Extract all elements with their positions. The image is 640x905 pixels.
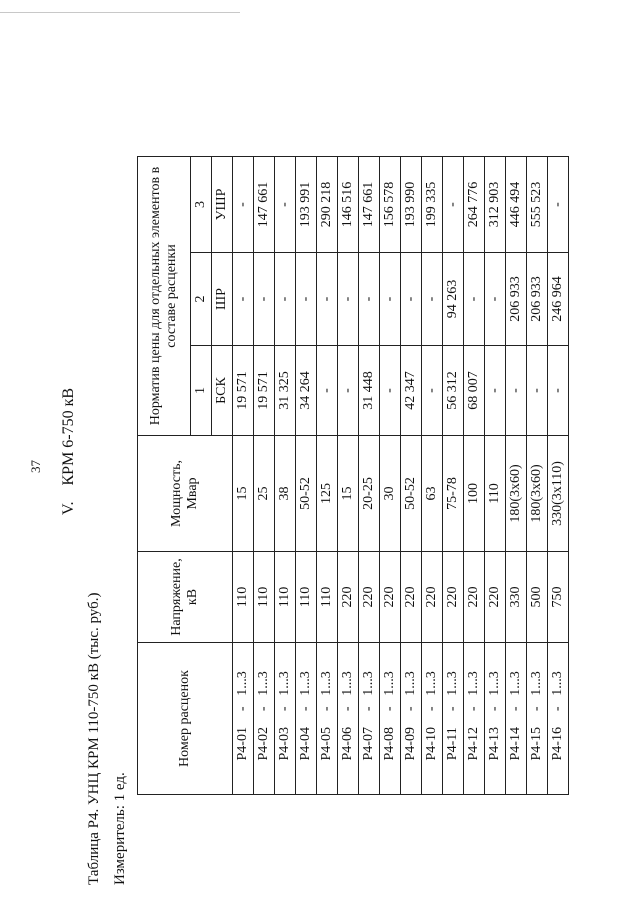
code-dash: -	[403, 706, 418, 712]
shr-cell: 206 933	[527, 253, 548, 346]
code-cell	[548, 643, 569, 795]
code-dash: -	[529, 706, 544, 712]
ushr-cell: 156 578	[380, 157, 401, 253]
voltage-cell: 110	[233, 552, 254, 643]
ushr-cell: 264 776	[464, 157, 485, 253]
code-to: 1...3	[340, 671, 355, 696]
code-from: Р4-03	[277, 727, 292, 761]
header-power-line2: Мвар	[185, 477, 200, 510]
voltage-cell: 220	[485, 552, 506, 643]
code-to: 1...3	[487, 671, 502, 696]
bsk-cell: 42 347	[401, 346, 422, 436]
shr-cell: -	[233, 253, 254, 346]
code-dash: -	[424, 706, 439, 712]
table-row	[275, 157, 296, 795]
code-from: Р4-06	[340, 727, 355, 761]
table-row	[359, 157, 380, 795]
ushr-cell: 193 991	[296, 157, 317, 253]
header-col1-name: БСК	[212, 346, 233, 436]
code-to: 1...3	[403, 671, 418, 696]
code-cell	[527, 643, 548, 795]
voltage-cell: 330	[506, 552, 527, 643]
code-to: 1...3	[550, 671, 565, 696]
shr-cell: 94 263	[443, 253, 464, 346]
code-to: 1...3	[382, 671, 397, 696]
code-cell	[359, 643, 380, 795]
code-to: 1...3	[529, 671, 544, 696]
table-row	[233, 157, 254, 795]
code-from: Р4-05	[319, 727, 334, 761]
bsk-cell: 31 325	[275, 346, 296, 436]
code-from: Р4-10	[424, 727, 439, 761]
power-cell: 180(3x60)	[506, 436, 527, 552]
code-from: Р4-14	[508, 727, 523, 761]
bsk-cell: -	[548, 346, 569, 436]
code-cell	[485, 643, 506, 795]
table-row	[464, 157, 485, 795]
code-dash: -	[361, 706, 376, 712]
table-row	[443, 157, 464, 795]
power-cell: 20-25	[359, 436, 380, 552]
code-from: Р4-09	[403, 727, 418, 761]
code-dash: -	[508, 706, 523, 712]
shr-cell: -	[317, 253, 338, 346]
power-cell: 125	[317, 436, 338, 552]
bsk-cell: -	[338, 346, 359, 436]
code-cell	[464, 643, 485, 795]
header-norm-line1: Норматив цены для отдельных элементов в	[147, 166, 163, 426]
code-dash: -	[487, 706, 502, 712]
voltage-cell: 220	[338, 552, 359, 643]
bsk-cell: -	[506, 346, 527, 436]
code-to: 1...3	[508, 671, 523, 696]
table-row	[338, 157, 359, 795]
power-cell: 100	[464, 436, 485, 552]
table-header	[138, 157, 233, 795]
code-dash: -	[445, 706, 460, 712]
code-to: 1...3	[424, 671, 439, 696]
shr-cell: -	[485, 253, 506, 346]
table-row	[317, 157, 338, 795]
ushr-cell: 146 516	[338, 157, 359, 253]
code-cell	[422, 643, 443, 795]
code-to: 1...3	[361, 671, 376, 696]
shr-cell: -	[359, 253, 380, 346]
code-from: Р4-12	[466, 727, 481, 761]
header-col3-number: 3	[191, 157, 212, 253]
code-to: 1...3	[445, 671, 460, 696]
header-voltage	[138, 552, 233, 643]
header-col1-number: 1	[191, 346, 212, 436]
code-cell	[380, 643, 401, 795]
power-cell: 50-52	[401, 436, 422, 552]
code-cell	[443, 643, 464, 795]
header-norm-line2: составе расценки	[164, 244, 179, 348]
code-dash: -	[256, 706, 271, 712]
shr-cell: -	[401, 253, 422, 346]
code-dash: -	[382, 706, 397, 712]
code-from: Р4-01	[235, 727, 250, 761]
bsk-cell: -	[317, 346, 338, 436]
shr-cell: 246 964	[548, 253, 569, 346]
table-row	[296, 157, 317, 795]
bsk-cell: -	[527, 346, 548, 436]
power-cell: 75-78	[443, 436, 464, 552]
bsk-cell: -	[380, 346, 401, 436]
bsk-cell: -	[422, 346, 443, 436]
ushr-cell: 193 990	[401, 157, 422, 253]
table-row	[506, 157, 527, 795]
table-row	[254, 157, 275, 795]
power-cell: 15	[338, 436, 359, 552]
code-cell	[296, 643, 317, 795]
code-dash: -	[319, 706, 334, 712]
unit-of-measure: Измеритель: 1 ед.	[112, 772, 128, 885]
power-cell: 63	[422, 436, 443, 552]
ushr-cell: -	[233, 157, 254, 253]
code-cell	[233, 643, 254, 795]
power-cell: 110	[485, 436, 506, 552]
power-cell: 15	[233, 436, 254, 552]
section-title	[60, 388, 78, 515]
power-cell: 30	[380, 436, 401, 552]
power-cell: 50-52	[296, 436, 317, 552]
header-col2-name: ШР	[212, 253, 233, 346]
bsk-cell: 19 571	[233, 346, 254, 436]
code-to: 1...3	[298, 671, 313, 696]
table-row	[401, 157, 422, 795]
bsk-cell: 34 264	[296, 346, 317, 436]
code-cell	[317, 643, 338, 795]
code-from: Р4-15	[529, 727, 544, 761]
code-to: 1...3	[235, 671, 250, 696]
header-norm	[138, 157, 191, 436]
table-body	[233, 157, 569, 795]
code-from: Р4-02	[256, 727, 271, 761]
table-row	[527, 157, 548, 795]
code-to: 1...3	[277, 671, 292, 696]
code-from: Р4-04	[298, 727, 313, 761]
ushr-cell: -	[275, 157, 296, 253]
header-power	[138, 436, 233, 552]
shr-cell: -	[338, 253, 359, 346]
section-name: КРМ 6-750 кВ	[60, 387, 77, 486]
shr-cell: 206 933	[506, 253, 527, 346]
code-dash: -	[277, 706, 292, 712]
code-cell	[338, 643, 359, 795]
code-from: Р4-16	[550, 727, 565, 761]
voltage-cell: 110	[254, 552, 275, 643]
ushr-cell: 446 494	[506, 157, 527, 253]
header-col2-number: 2	[191, 253, 212, 346]
code-cell	[275, 643, 296, 795]
voltage-cell: 220	[380, 552, 401, 643]
code-from: Р4-07	[361, 727, 376, 761]
shr-cell: -	[296, 253, 317, 346]
voltage-cell: 750	[548, 552, 569, 643]
power-cell: 38	[275, 436, 296, 552]
code-dash: -	[235, 706, 250, 712]
table-row	[485, 157, 506, 795]
header-code: Номер расценок	[138, 643, 233, 795]
shr-cell: -	[464, 253, 485, 346]
power-cell: 25	[254, 436, 275, 552]
header-col3-name: УШР	[212, 157, 233, 253]
shr-cell: -	[275, 253, 296, 346]
code-from: Р4-08	[382, 727, 397, 761]
voltage-cell: 220	[359, 552, 380, 643]
table-row	[422, 157, 443, 795]
power-cell: 330(3x110)	[548, 436, 569, 552]
header-voltage-line2: кВ	[185, 588, 200, 606]
code-cell	[254, 643, 275, 795]
voltage-cell: 110	[296, 552, 317, 643]
voltage-cell: 220	[422, 552, 443, 643]
voltage-cell: 500	[527, 552, 548, 643]
code-to: 1...3	[466, 671, 481, 696]
power-cell: 180(3x60)	[527, 436, 548, 552]
voltage-cell: 110	[317, 552, 338, 643]
code-dash: -	[466, 706, 481, 712]
code-dash: -	[550, 706, 565, 712]
table-caption: Таблица Р4. УНЦ КРМ 110-750 кВ (тыс. руб.)	[86, 592, 102, 885]
ushr-cell: 312 903	[485, 157, 506, 253]
voltage-cell: 220	[401, 552, 422, 643]
ushr-cell: 147 661	[359, 157, 380, 253]
code-to: 1...3	[319, 671, 334, 696]
ushr-cell: -	[443, 157, 464, 253]
ushr-cell: 555 523	[527, 157, 548, 253]
code-to: 1...3	[256, 671, 271, 696]
ushr-cell: 199 335	[422, 157, 443, 253]
table-row	[548, 157, 569, 795]
voltage-cell: 110	[275, 552, 296, 643]
bsk-cell: 31 448	[359, 346, 380, 436]
bsk-cell: 56 312	[443, 346, 464, 436]
bsk-cell: -	[485, 346, 506, 436]
code-from: Р4-11	[445, 727, 460, 761]
bsk-cell: 68 007	[464, 346, 485, 436]
section-number: V.	[60, 501, 77, 515]
voltage-cell: 220	[443, 552, 464, 643]
code-dash: -	[298, 706, 313, 712]
page-number: 37	[28, 460, 43, 473]
bsk-cell: 19 571	[254, 346, 275, 436]
ushr-cell: 290 218	[317, 157, 338, 253]
table-row	[380, 157, 401, 795]
shr-cell: -	[422, 253, 443, 346]
ushr-cell: -	[548, 157, 569, 253]
code-dash: -	[340, 706, 355, 712]
voltage-cell: 220	[464, 552, 485, 643]
price-table	[137, 156, 569, 795]
shr-cell: -	[380, 253, 401, 346]
ushr-cell: 147 661	[254, 157, 275, 253]
header-power-line1: Мощность,	[168, 460, 184, 527]
code-cell	[506, 643, 527, 795]
shr-cell: -	[254, 253, 275, 346]
header-voltage-line1: Напряжение,	[168, 558, 184, 636]
code-cell	[401, 643, 422, 795]
code-from: Р4-13	[487, 727, 502, 761]
